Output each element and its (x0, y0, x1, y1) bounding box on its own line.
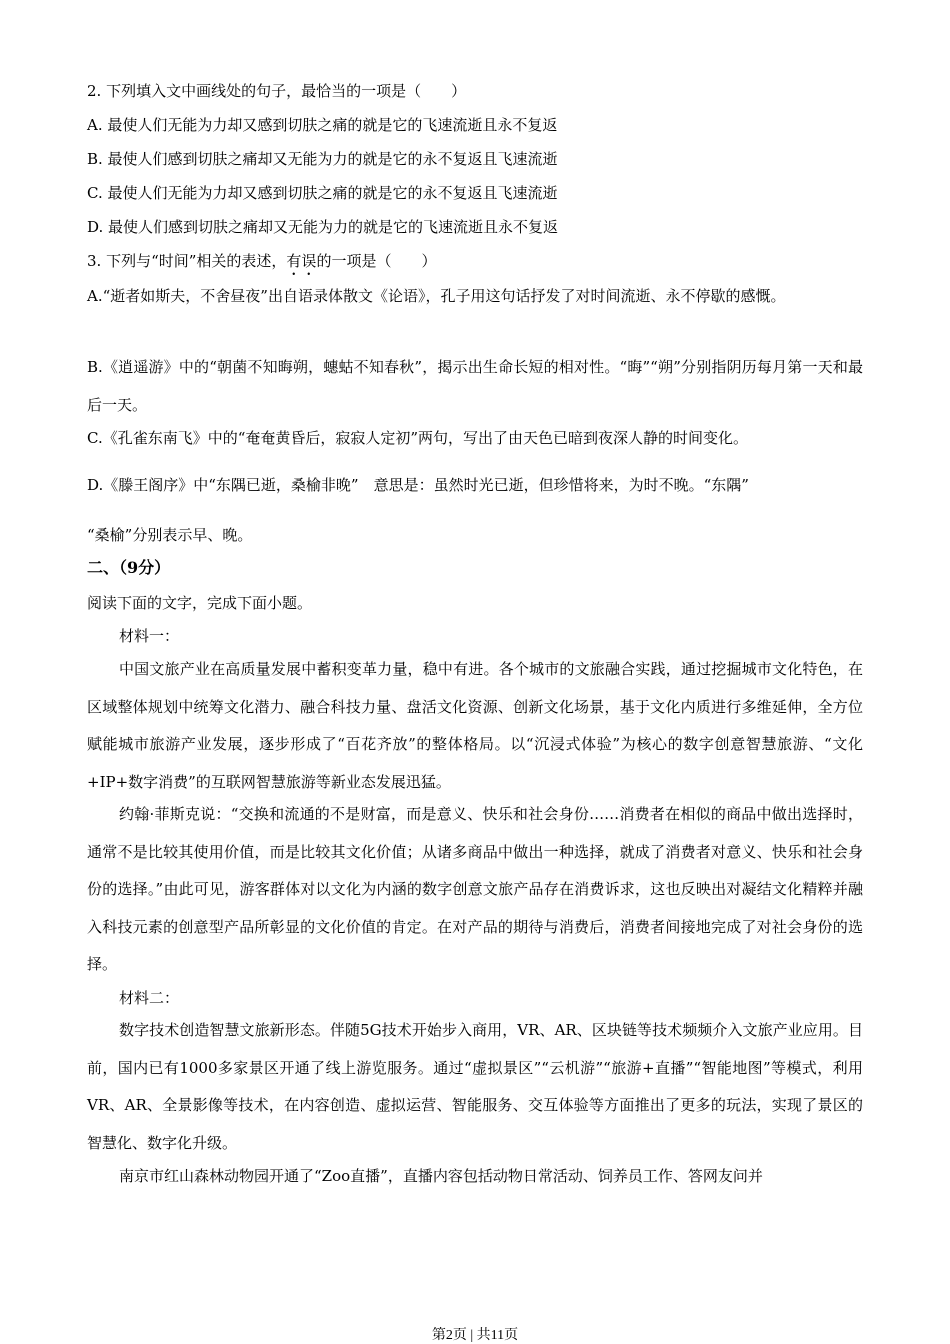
q3-stem-pre: 3. 下列与“时间”相关的表述， (87, 252, 287, 270)
q2-option-c: C. 最使人们无能为力却又感到切肤之痛的就是它的永不复返且飞速流逝 (87, 184, 558, 202)
material-2-label: 材料二： (119, 989, 180, 1007)
q2-option-d: D. 最使人们感到切肤之痛却又无能为力的就是它的飞速流逝且永不复返 (87, 218, 559, 236)
material-1-paragraph-2: 约翰·菲斯克说：“交换和流通的不是财富，而是意义、快乐和社会身份……消费者在相似的商品中做出选择时，通常不是比较其使用价值，而是比较其文化价值；从诸多商品中做出一种选择，就成了消费者对意义、快乐和社会身份的选择。”由此可见，游客群体对以文化为内涵的数字创意文旅产品存在消费诉求，这也反映出对凝结文化精粹并融入科技元素的创意型产品所彰显的文化价值的肯定。在对产品的期待与消费后，消费者间接地完成了对社会身份的选择。 (87, 805, 863, 974)
material-1-paragraph-1: 中国文旅产业在高质量发展中蓄积变革力量，稳中有进。各个城市的文旅融合实践，通过挖掘城市文化特色，在区域整体规划中统筹文化潜力、融合科技力量、盘活文化资源、创新文化场景，基于文化内质进行多维延伸，全方位赋能城市旅游产业发展，逐步形成了“百花齐放”的整体格局。以“沉浸式体验”为核心的数字创意智慧旅游、“文化+IP+数字消费”的互联网智慧旅游等新业态发展迅猛。 (87, 660, 863, 791)
question-3-stem (87, 251, 863, 279)
q3-stem-post: 的一项是（ ） (316, 252, 437, 270)
q3-stem-emphasis: 有误 (286, 252, 317, 270)
material-2-paragraph-1: 数字技术创造智慧文旅新形态。伴随5G技术开始步入商用，VR、AR、区块链等技术频频介入文旅产业应用。目前，国内已有1000多家景区开通了线上游览服务。通过“虚拟景区”“云机游”“旅游+直播”“智能地图”等模式，利用VR、AR、全景影像等技术，在内容创造、虚拟运营、智能服务、交互体验等方面推出了更多的玩法，实现了景区的智慧化、数字化升级。 (87, 1021, 863, 1152)
q3-option-a: A.“逝者如斯夫，不舍昼夜”出自语录体散文《论语》，孔子用这句话抒发了对时间流逝、永不停歇的感慨。 (87, 287, 786, 305)
question-2-stem: 2. 下列填入文中画线处的句子，最恰当的一项是（ ） (87, 82, 467, 100)
material-2-paragraph-2: 南京市红山森林动物园开通了“Zoo直播”，直播内容包括动物日常活动、饲养员工作、答网友问并 (119, 1167, 763, 1185)
q3-option-d-line2: “桑榆”分别表示早、晚。 (87, 526, 253, 544)
section-2-instruction: 阅读下面的文字，完成下面小题。 (87, 594, 313, 612)
q3-option-d-line1: D.《滕王阁序》中“东隅已逝，桑榆非晚” 意思是：虽然时光已逝，但珍惜将来，为时不晚。“东隅” (87, 476, 749, 494)
q2-option-b: B. 最使人们感到切肤之痛却又无能为力的就是它的永不复返且飞速流逝 (87, 150, 558, 168)
section-2-heading: 二、（9分） (87, 558, 171, 577)
q3-option-b: B.《逍遥游》中的“朝菌不知晦朔，蟪蛄不知春秋”，揭示出生命长短的相对性。“晦”“朔”分别指阴历每月第一天和最后一天。 (87, 358, 863, 414)
material-1-label: 材料一： (119, 627, 180, 645)
q3-option-c: C.《孔雀东南飞》中的“奄奄黄昏后，寂寂人定初”两句，写出了由天色已暗到夜深人静的时间变化。 (87, 429, 749, 447)
page-footer: 第2页 | 共11页 (431, 1328, 519, 1343)
q2-option-a: A. 最使人们无能为力却又感到切肤之痛的就是它的飞速流逝且永不复返 (87, 116, 558, 134)
